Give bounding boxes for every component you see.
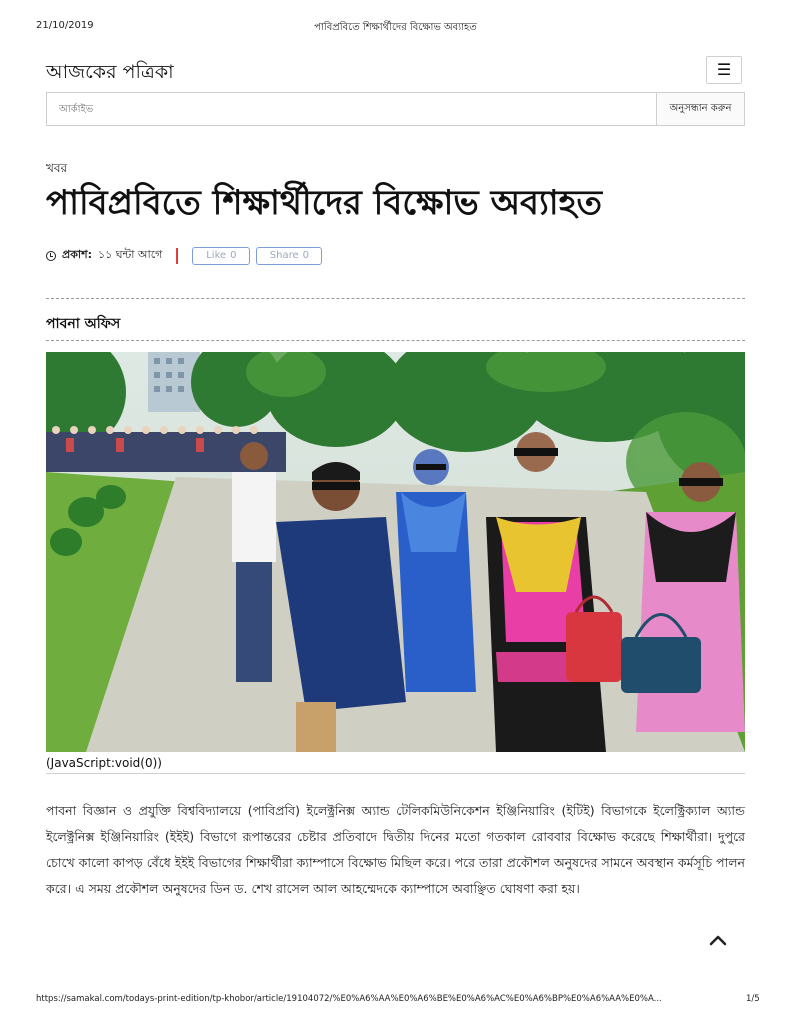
search-input[interactable] [47,93,656,125]
print-page-title: পাবিপ্রবিতে শিক্ষার্থীদের বিক্ষোভ অব্যাহত [314,22,477,33]
menu-button[interactable] [706,56,742,84]
footer-url: https://samakal.com/todays-print-edition/tp-khobor/article/19104072/%E0%A6%AA%E0%A6%BE%E0%A6%AC%E0%A6%BP%E0%A6%AA%E0%A... [36,994,662,1004]
hamburger-icon: ☰ [716,60,732,79]
clock-icon [46,251,56,261]
image-caption[interactable]: (JavaScript:void(0)) [46,756,162,770]
published-label: প্রকাশ: [62,248,93,261]
like-label: Like [206,250,227,261]
like-button[interactable] [192,247,250,265]
share-button[interactable] [256,247,322,265]
search-button[interactable]: অনুসন্ধান করুন [656,93,744,125]
article-photo [46,352,745,752]
like-count: 0 [230,250,237,261]
article-body: পাবনা বিজ্ঞান ও প্রযুক্তি বিশ্ববিদ্যালয়ে (পাবিপ্রবি) ইলেক্ট্রনিক্স অ্যান্ড টেলিকমিউনিকেশন ইঞ্জিনিয়ারিং (ইটিই) বিভাগকে ইলেক্ট্রিক্যাল অ্যান্ড ইলেক্ট্রনিক্স ইঞ্জিনিয়ারিং (ইইই) বিভাগে রূপান্তরের চেষ্টার প্রতিবাদে দ্বিতীয় দিনের মতো গতকাল রোববার বিক্ষোভ করেছে শিক্ষার্থীরা। দুপুরে চোখে কালো কাপড় বেঁধে ইইই বিভাগের শিক্ষার্থীরা ক্যাম্পাসে বিক্ষোভ মিছিল করে। পরে তারা প্রকৌশল অনুষদের সামনে অবস্থান কর্মসূচি পালন করে। এ সময় প্রকৌশল অনুষদের ডিন ড. শেখ রাসেল আল আহম্মেদকে ক্যাম্পাসে অবাঞ্ছিত ঘোষণা করা হয়। [46,803,745,896]
published-time: ১১ ঘন্টা আগে [98,248,163,261]
article-meta [46,246,322,265]
share-count: 0 [302,250,309,261]
site-brand[interactable]: আজকের পত্রিকা [46,61,174,83]
search-bar [46,92,745,126]
print-date: 21/10/2019 [36,20,94,31]
page-number: 1/5 [746,994,760,1004]
caption-divider [46,773,745,774]
byline: পাবনা অফিস [46,316,121,332]
meta-divider [176,248,178,264]
divider-top [46,298,745,299]
category-label[interactable]: খবর [46,161,68,175]
divider-bottom [46,340,745,341]
chevron-up-icon[interactable] [706,930,730,950]
share-label: Share [269,250,299,261]
article-headline: পাবিপ্রবিতে শিক্ষার্থীদের বিক্ষোভ অব্যাহত [46,183,603,223]
